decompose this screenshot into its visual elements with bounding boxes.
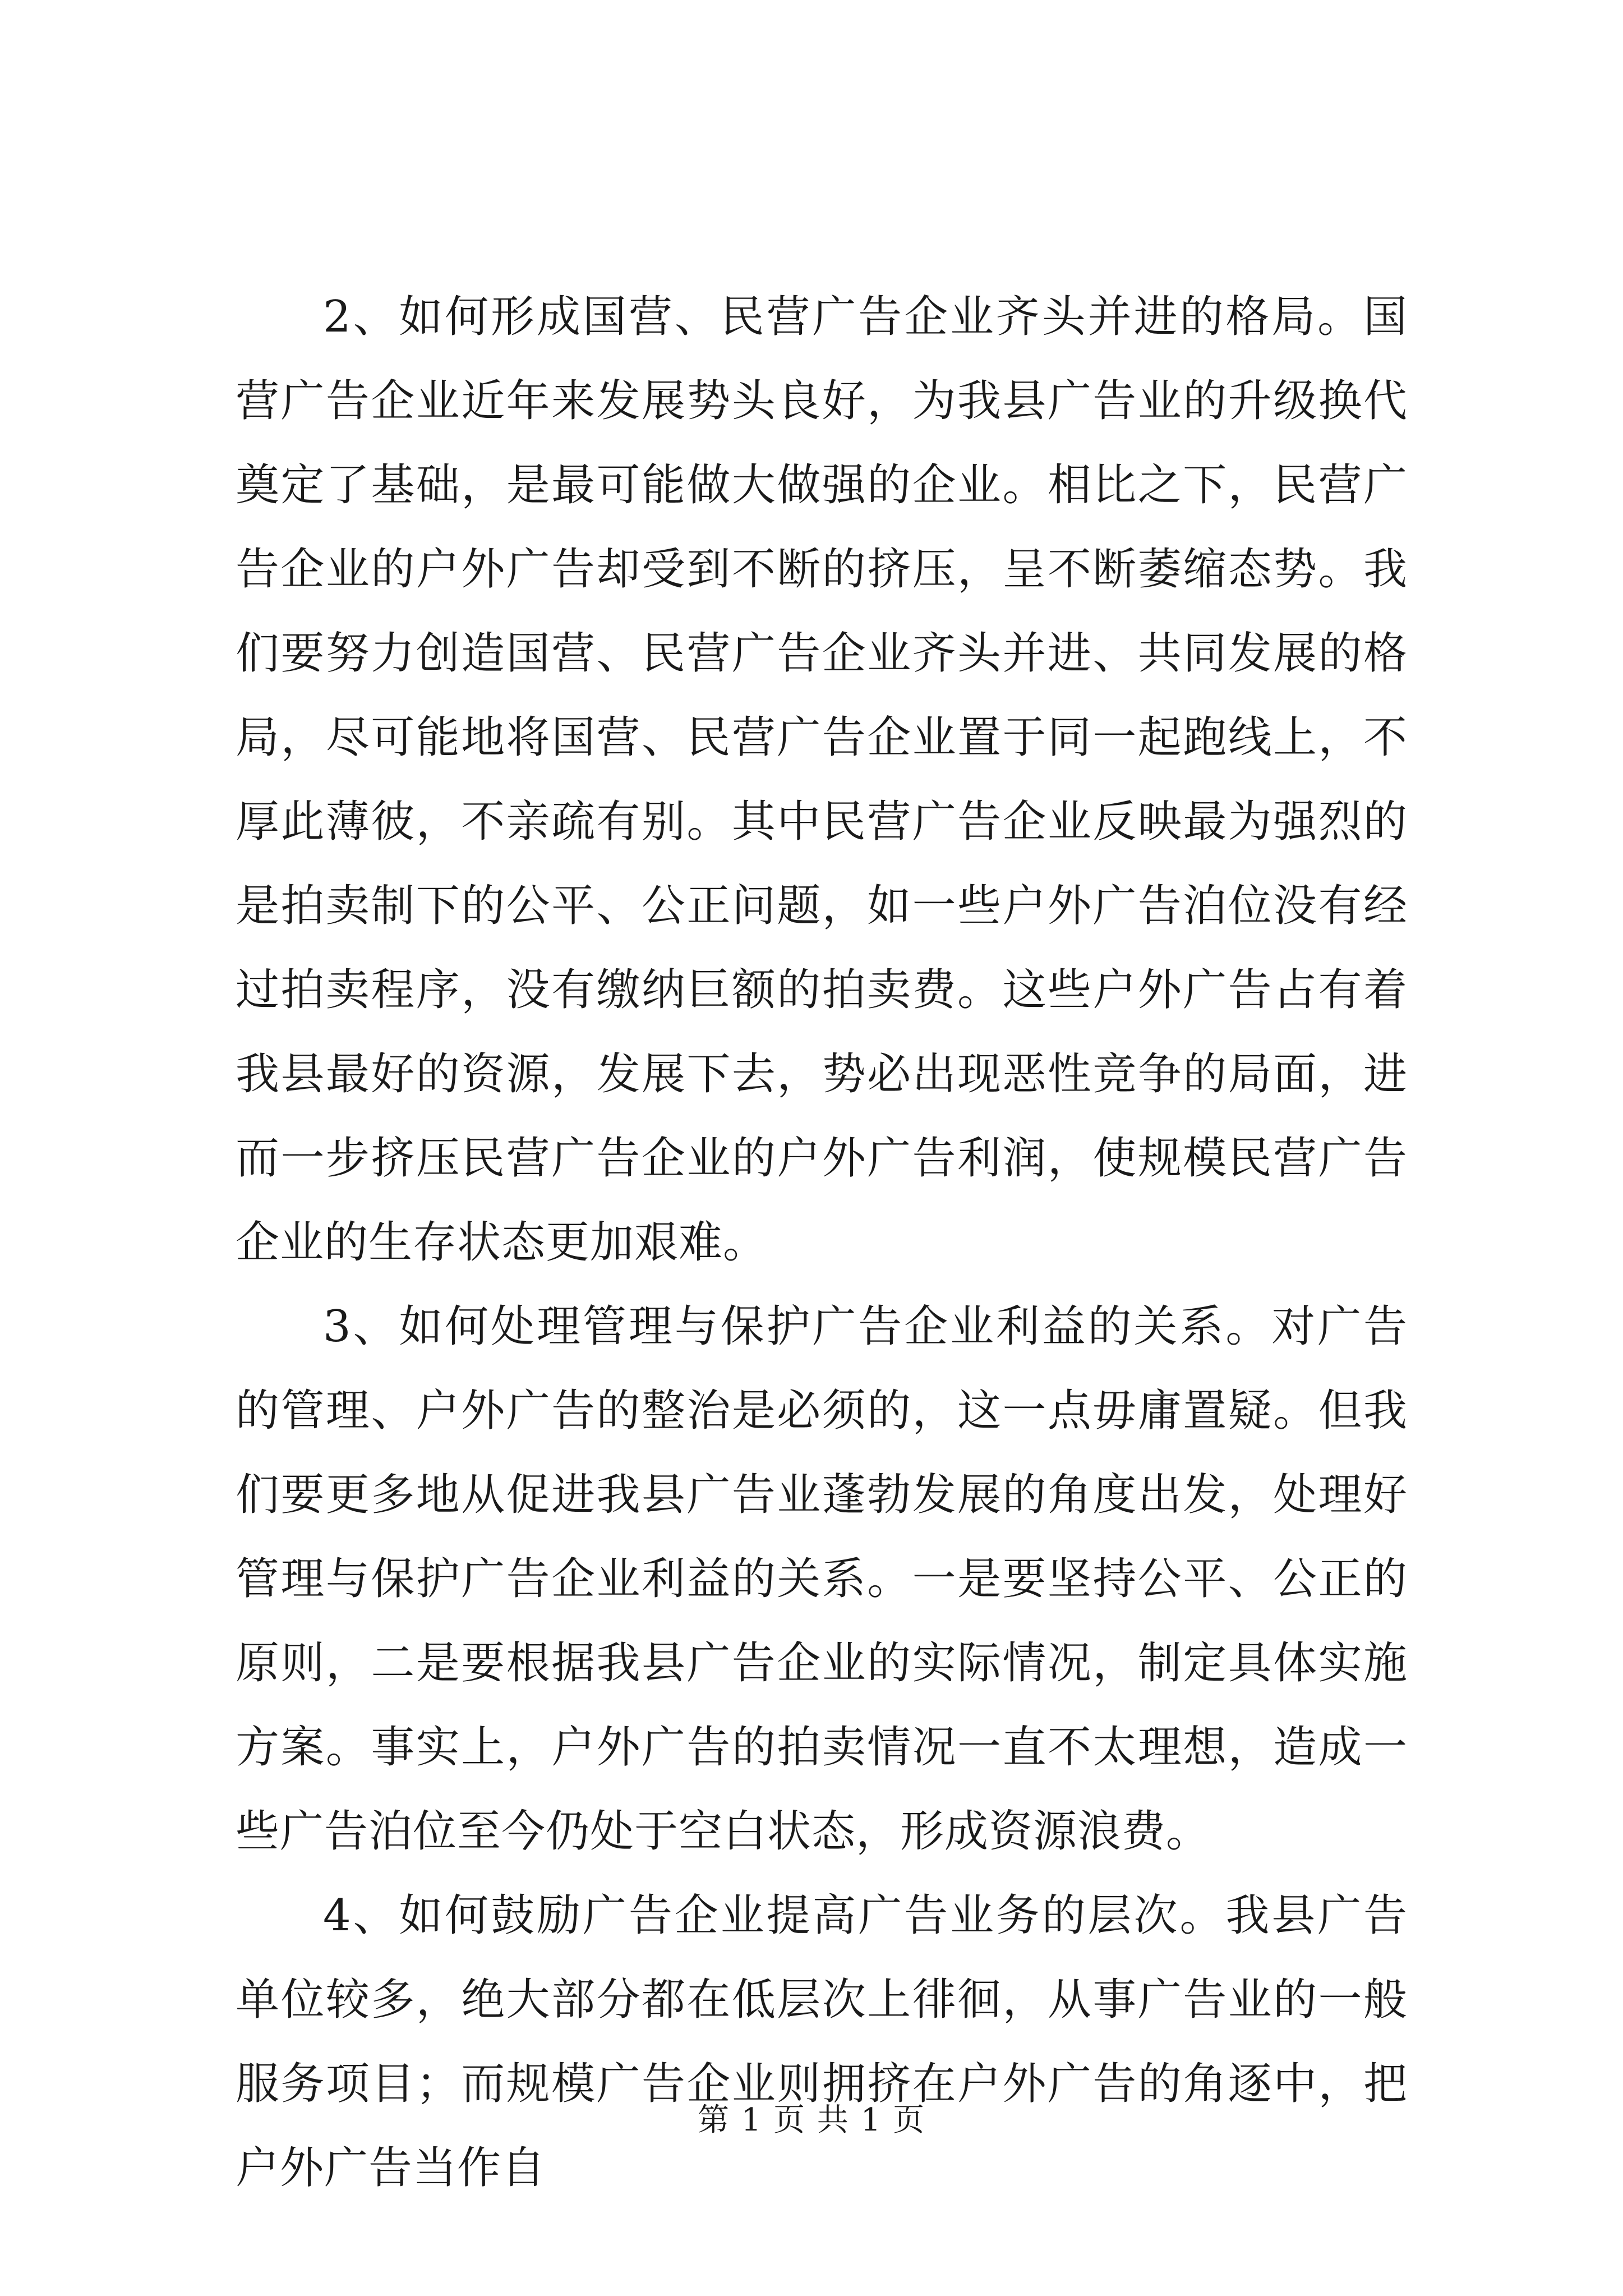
page-footer: 第 1 页 共 1 页 — [697, 2102, 926, 2138]
paragraph-2: 2、如何形成国营、民营广告企业齐头并进的格局。国营广告企业近年来发展势头良好，为我县广告业的升级换代奠定了基础，是最可能做大做强的企业。相比之下，民营广告企业的户外广告却受到不断的挤压，呈不断萎缩态势。我们要努力创造国营、民营广告企业齐头并进、共同发展的格局，尽可能地将国营、民营广告企业置于同一起跑线上，不厚此薄彼，不亲疏有别。其中民营广告企业反映最为强烈的是拍卖制下的公平、公正问题，如一些户外广告泊位没有经过拍卖程序，没有缴纳巨额的拍卖费。这些户外广告占有着我县最好的资源，发展下去，势必出现恶性竞争的局面，进而一步挤压民营广告企业的户外广告利润，使规模民营广告企业的生存状态更加艰难。 — [236, 292, 1408, 1268]
paragraph-3: 3、如何处理管理与保护广告企业利益的关系。对广告的管理、户外广告的整治是必须的，这一点毋庸置疑。但我们要更多地从促进我县广告业蓬勃发展的角度出发，处理好管理与保护广告企业利益的关系。一是要坚持公平、公正的原则，二是要根据我县广告企业的实际情况，制定具体实施方案。事实上，户外广告的拍卖情况一直不太理想，造成一些广告泊位至今仍处于空白状态，形成资源浪费。 — [236, 1301, 1408, 1857]
paragraph-4: 4、如何鼓励广告企业提高广告业务的层次。我县广告单位较多，绝大部分都在低层次上徘徊，从事广告业的一般服务项目；而规模广告企业则拥挤在户外广告的角逐中，把户外广告当作自 — [236, 1890, 1408, 2193]
body-text — [236, 275, 1408, 2210]
